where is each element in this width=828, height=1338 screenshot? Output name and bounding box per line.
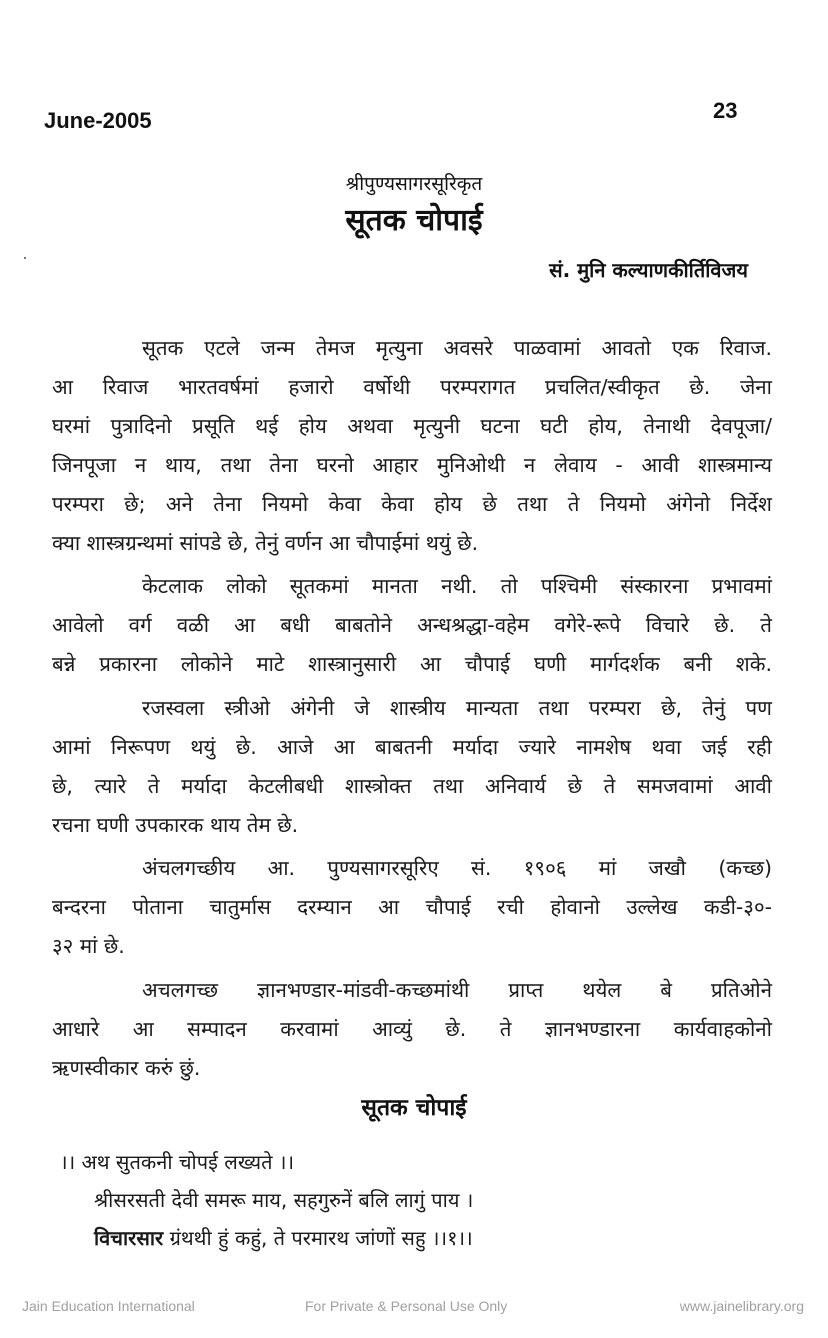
paragraph-line: ऋणस्वीकार करुं छुं. [52, 1056, 201, 1080]
paragraph-line: ३२ मां छे. [52, 934, 125, 958]
paragraph-line: रजस्वला स्त्रीओ अंगेनी जे शास्त्रीय मान्यता तथा परम्परा छे, तेनुं पण [142, 696, 772, 720]
verse-text: ग्रंथथी हुं कहुं, ते परमारथ जांणों सहु ।।१।। [163, 1226, 473, 1250]
paragraph-line: सूतक एटले जन्म तेमज मृत्युना अवसरे पाळवामां आवतो एक रिवाज. [142, 336, 772, 360]
article-title: सूतक चोपाई [345, 203, 483, 238]
paragraph-line: रचना घणी उपकारक थाय तेम छे. [52, 813, 299, 837]
poem-invocation: ।। अथ सुतकनी चोपई लख्यते ।। [60, 1150, 295, 1174]
paragraph-line: जिनपूजा न थाय, तथा तेना घरनो आहार मुनिओथी न लेवाय - आवी शास्त्रमान्य [52, 453, 772, 477]
poem-section-title: सूतक चोपाई [361, 1095, 467, 1121]
article-editor: सं. मुनि कल्याणकीर्तिविजय [549, 258, 748, 282]
paragraph-line: आमां निरूपण थयुं छे. आजे आ बाबतनी मर्यादा ज्यारे नामशेष थवा जई रही [52, 735, 772, 759]
paragraph-line: क्या शास्त्रग्रन्थमां सांपडे छे, तेनुं वर्णन आ चौपाईमां थयुं छे. [52, 531, 479, 555]
paragraph-line: छे, त्यारे ते मर्यादा केटलीबधी शास्त्रोक्त तथा अनिवार्य छे ते समजवामां आवी [52, 774, 772, 798]
poem-verse-line [94, 1224, 473, 1252]
footer-website-link[interactable]: www.jainelibrary.org [679, 1298, 804, 1314]
paragraph-line: आवेलो वर्ग वळी आ बधी बाबतोने अन्धश्रद्धा-वहेम वगेरे-रूपे विचारे छे. ते [52, 613, 772, 637]
footer-publisher: Jain Education International [22, 1298, 195, 1314]
footer-usage-note: For Private & Personal Use Only [305, 1298, 508, 1314]
poem-verse-line: श्रीसरसती देवी समरू माय, सहगुरुनें बलि लागुं पाय । [94, 1188, 474, 1212]
scan-speck [24, 257, 26, 259]
paragraph-line: बन्ने प्रकारना लोकोने माटे शास्त्रानुसारी आ चौपाई घणी मार्गदर्शक बनी शके. [52, 652, 772, 676]
paragraph-line: अंचलगच्छीय आ. पुण्यसागरसूरिए सं. १९०६ मां जखौ (कच्छ) [142, 856, 772, 880]
paragraph-line: आ रिवाज भारतवर्षमां हजारो वर्षोथी परम्परागत प्रचलित/स्वीकृत छे. जेना [52, 375, 772, 399]
paragraph-line: अचलगच्छ ज्ञानभण्डार-मांडवी-कच्छमांथी प्राप्त थयेल बे प्रतिओने [142, 978, 772, 1002]
page-number: 23 [713, 98, 738, 123]
work-title-emphasis: विचारसार [94, 1226, 164, 1250]
article-subtitle: श्रीपुण्यसागरसूरिकृत [345, 173, 483, 195]
paragraph-line: बन्दरना पोताना चातुर्मास दरम्यान आ चौपाई रची होवानो उल्लेख कडी-३०- [52, 895, 772, 919]
paragraph-line: घरमां पुत्रादिनो प्रसूति थई होय अथवा मृत्युनी घटना घटी होय, तेनाथी देवपूजा/ [52, 414, 772, 438]
paragraph-line: केटलाक लोको सूतकमां मानता नथी. तो पश्चिमी संस्कारना प्रभावमां [142, 574, 772, 598]
issue-date: June-2005 [44, 108, 152, 133]
paragraph-line: आधारे आ सम्पादन करवामां आव्युं छे. ते ज्ञानभण्डारना कार्यवाहकोनो [52, 1017, 772, 1041]
paragraph-line: परम्परा छे; अने तेना नियमो केवा केवा होय छे तथा ते नियमो अंगेनो निर्देश [52, 492, 772, 516]
